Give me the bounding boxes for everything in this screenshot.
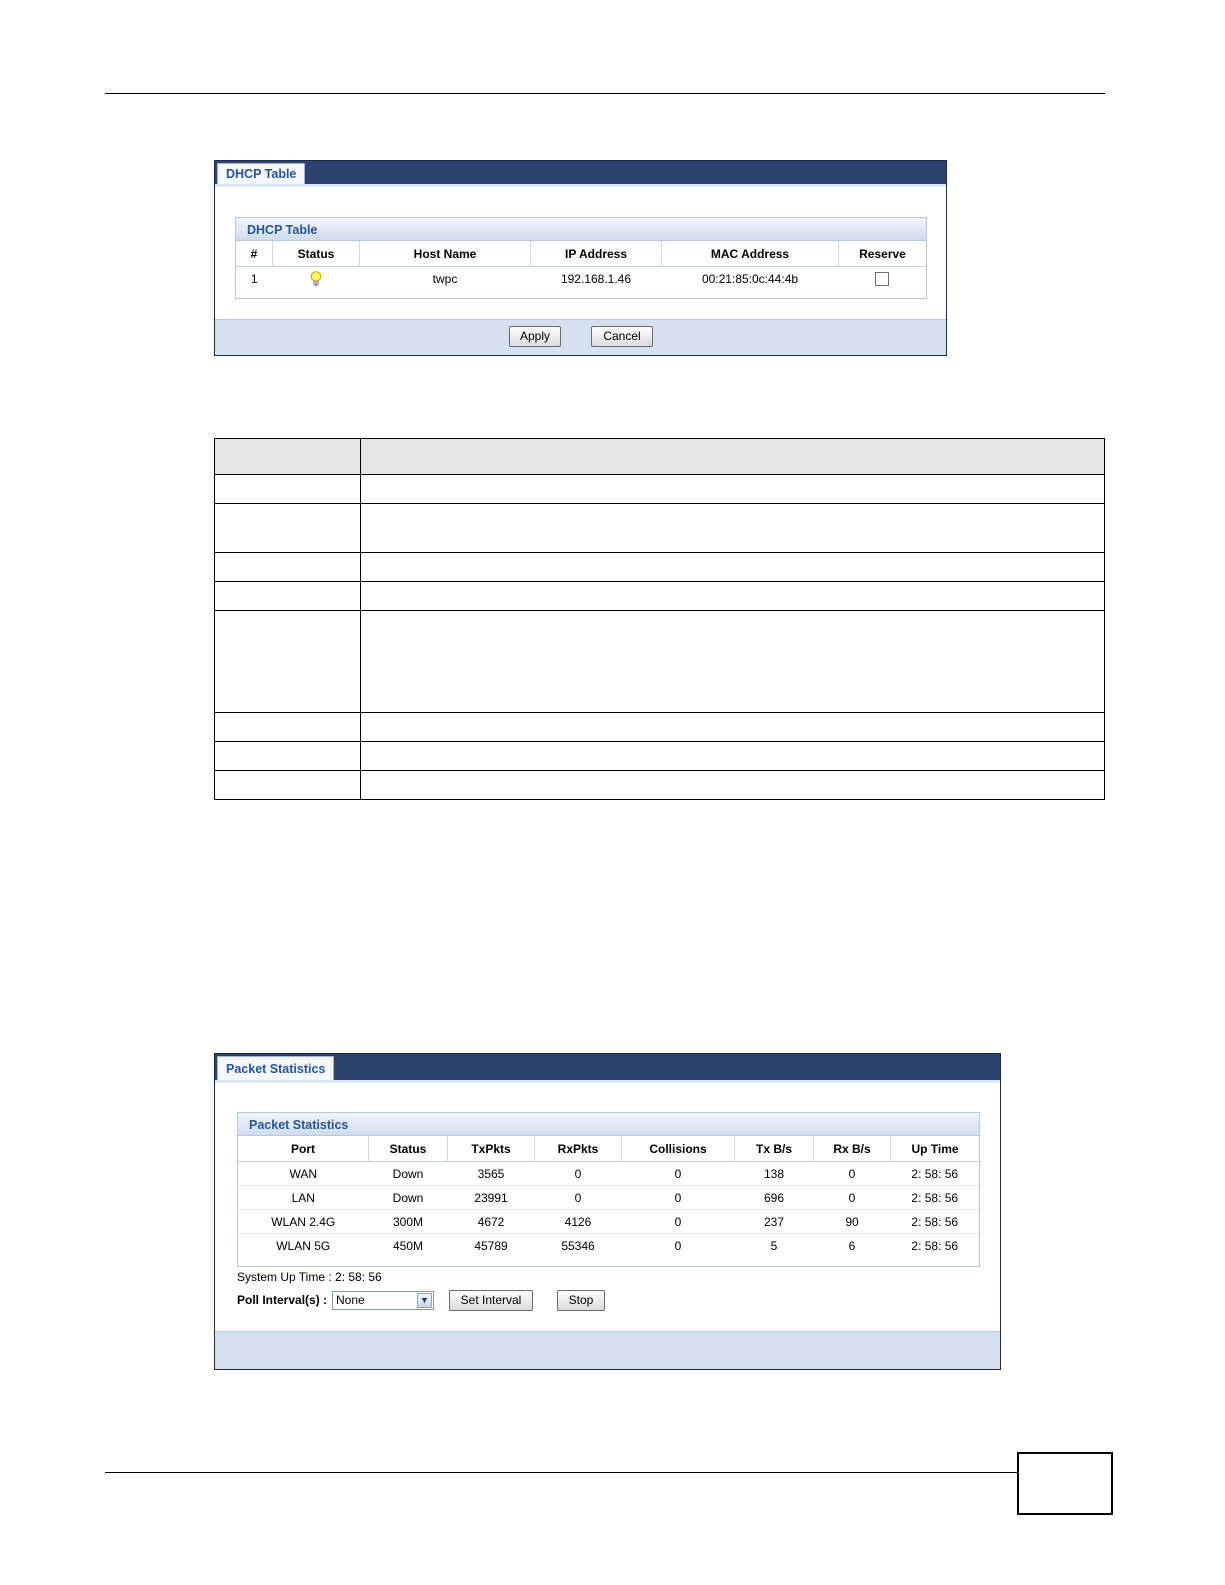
column-header: # — [236, 241, 273, 267]
tab-dhcp-table[interactable]: DHCP Table — [217, 163, 305, 185]
poll-interval-value: None — [336, 1293, 365, 1307]
page-number-box — [1017, 1452, 1113, 1515]
table-cell: 0 — [574, 1166, 582, 1181]
table-cell: WLAN 5G — [238, 1234, 369, 1258]
table-cell: 2: 58: 56 — [911, 1166, 959, 1181]
tab-packet-statistics[interactable]: Packet Statistics — [217, 1056, 334, 1081]
chevron-down-icon[interactable]: ▼ — [417, 1293, 432, 1308]
panel-footer — [215, 319, 946, 355]
table-row — [215, 475, 1105, 504]
lightbulb-icon — [310, 271, 322, 287]
column-header: Status — [273, 241, 360, 267]
poll-interval-label: Poll Interval(s) : — [237, 1293, 328, 1307]
table-cell — [839, 267, 927, 291]
table-cell: 55346 — [535, 1234, 622, 1258]
group-title: DHCP Table — [236, 218, 926, 241]
column-header: MAC Address — [662, 241, 839, 267]
table-cell: 0 — [622, 1186, 735, 1210]
table-cell: 450M — [369, 1234, 448, 1258]
table-row — [215, 553, 1105, 582]
table-row — [215, 582, 1105, 611]
table-row — [215, 771, 1105, 800]
dhcp-table — [236, 241, 926, 290]
description-table — [214, 438, 1105, 800]
table-cell: 0 — [674, 1166, 682, 1181]
group-title: Packet Statistics — [238, 1113, 979, 1136]
table-row — [238, 1186, 979, 1210]
table-row — [238, 1234, 979, 1258]
system-up-time: System Up Time : 2: 58: 56 — [237, 1270, 382, 1284]
dhcp-table-panel — [214, 160, 947, 356]
table-cell: 23991 — [448, 1186, 535, 1210]
column-header: Port — [238, 1136, 369, 1162]
column-header: IP Address — [531, 241, 662, 267]
table-cell: 0 — [622, 1234, 735, 1258]
table-cell — [273, 267, 360, 291]
table-cell: 696 — [735, 1186, 814, 1210]
table-row — [215, 611, 1105, 713]
apply-button[interactable]: Apply — [509, 326, 561, 347]
table-cell: WLAN 2.4G — [238, 1210, 369, 1234]
table-cell: WAN — [289, 1166, 318, 1181]
set-interval-button[interactable]: Set Interval — [449, 1290, 533, 1311]
table-row — [236, 267, 926, 291]
reserve-checkbox[interactable] — [875, 272, 889, 286]
table-cell: 0 — [814, 1186, 891, 1210]
column-header: Tx B/s — [735, 1136, 814, 1162]
column-header: Status — [369, 1136, 448, 1162]
table-cell: twpc — [432, 271, 458, 286]
table-cell: 0 — [622, 1210, 735, 1234]
table-row — [238, 1210, 979, 1234]
table-cell: 6 — [814, 1234, 891, 1258]
column-header: Host Name — [360, 241, 531, 267]
table-cell: 4672 — [448, 1210, 535, 1234]
column-header: Collisions — [622, 1136, 735, 1162]
table-cell: 1 — [250, 271, 258, 286]
dhcp-table-group — [235, 217, 927, 299]
table-row — [215, 713, 1105, 742]
table-cell: LAN — [238, 1186, 369, 1210]
table-cell: 5 — [735, 1234, 814, 1258]
stop-button[interactable]: Stop — [557, 1290, 605, 1311]
panel-footer — [215, 1331, 1000, 1369]
header-rule — [105, 93, 1105, 94]
poll-interval-select[interactable] — [332, 1291, 434, 1310]
table-row — [238, 1162, 979, 1186]
column-header: Up Time — [891, 1136, 980, 1162]
table-cell: Down — [369, 1186, 448, 1210]
column-header: TxPkts — [448, 1136, 535, 1162]
table-cell: 00:21:85:0c:44:4b — [701, 271, 799, 286]
table-cell: 3565 — [477, 1166, 505, 1181]
table-row — [215, 742, 1105, 771]
table-cell: 300M — [369, 1210, 448, 1234]
table-cell: 2: 58: 56 — [891, 1186, 980, 1210]
packet-statistics-panel — [214, 1053, 1001, 1370]
table-cell: 4126 — [535, 1210, 622, 1234]
table-cell: 45789 — [448, 1234, 535, 1258]
table-cell: 192.168.1.46 — [560, 271, 632, 286]
footer-rule — [105, 1472, 1017, 1473]
column-header: RxPkts — [535, 1136, 622, 1162]
table-cell: 2: 58: 56 — [891, 1234, 980, 1258]
table-cell: Down — [392, 1166, 424, 1181]
table-cell: 138 — [763, 1166, 785, 1181]
cancel-button[interactable]: Cancel — [591, 326, 653, 347]
table-cell: 0 — [535, 1186, 622, 1210]
column-header: Reserve — [839, 241, 927, 267]
panel-header-bar — [215, 161, 946, 184]
table-cell: 0 — [848, 1166, 856, 1181]
table-cell: 2: 58: 56 — [891, 1210, 980, 1234]
table-cell: 90 — [814, 1210, 891, 1234]
table-row — [215, 504, 1105, 553]
column-header: Rx B/s — [814, 1136, 891, 1162]
packet-statistics-table — [238, 1136, 979, 1257]
packet-statistics-group — [237, 1112, 980, 1267]
table-cell: 237 — [735, 1210, 814, 1234]
table-header-row — [215, 439, 1105, 475]
